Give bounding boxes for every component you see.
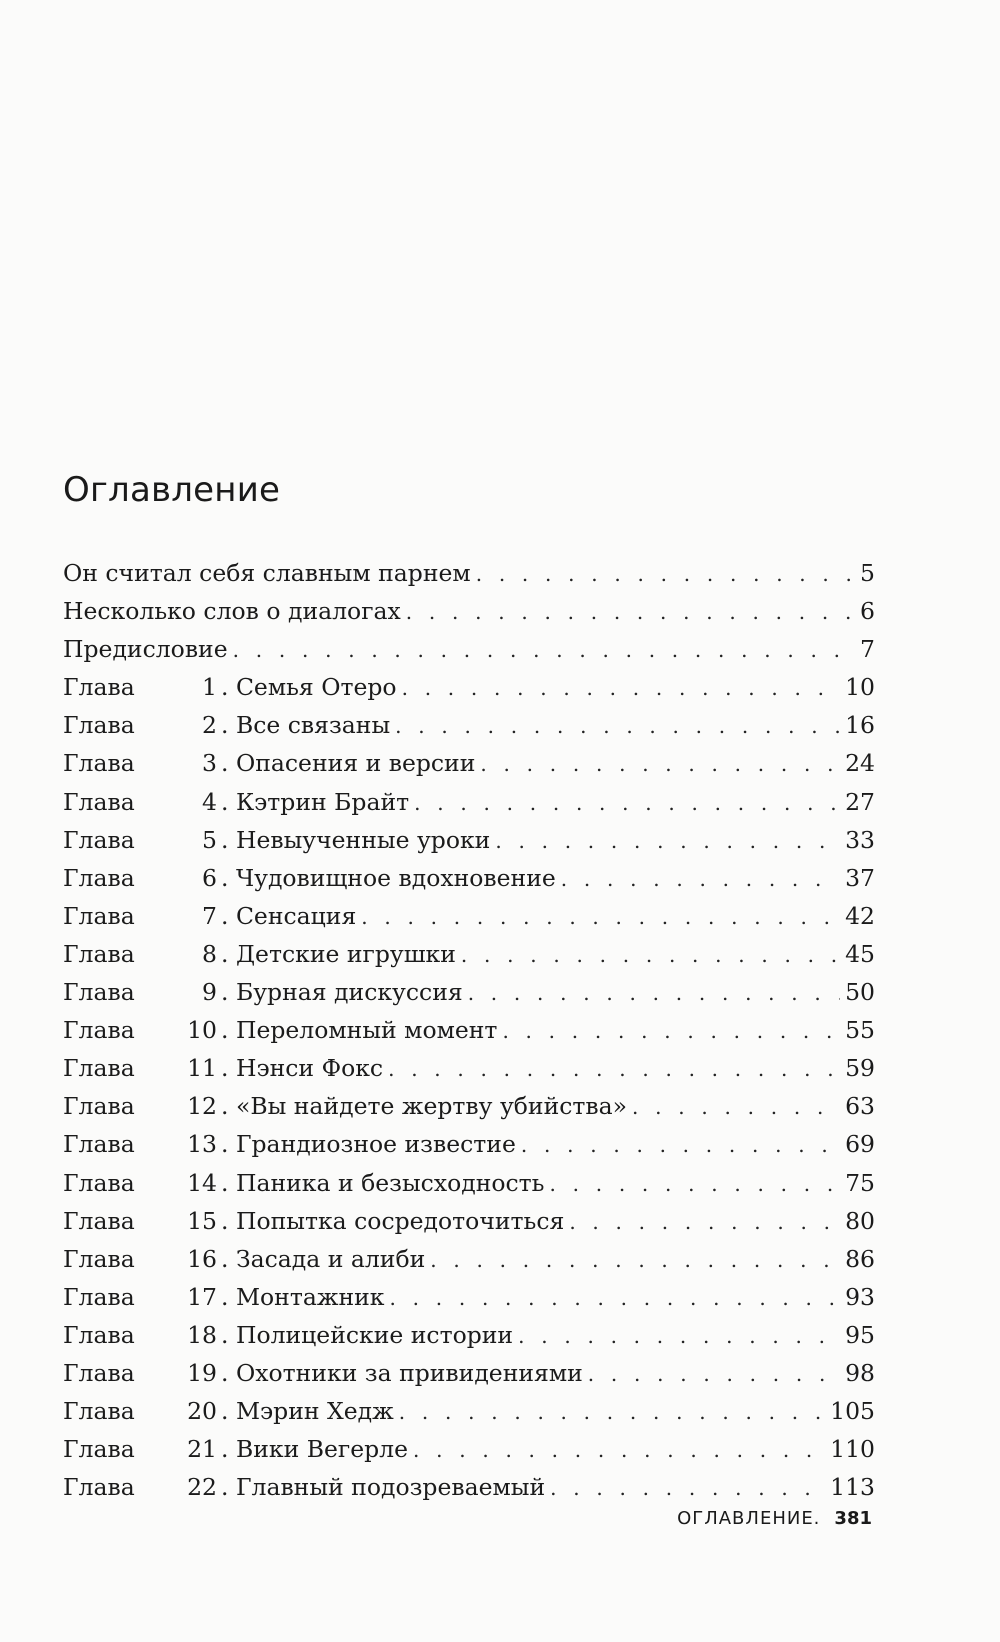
toc-entry-chapter[interactable] [63,668,875,706]
chapter-prefix: Глава [63,1206,135,1235]
chapter-number: 20 [187,1397,217,1426]
chapter-number-dot: . [221,1206,236,1235]
chapter-prefix: Глава [63,749,135,778]
toc-entry-chapter[interactable] [63,973,875,1011]
chapter-number-dot: . [221,1473,236,1502]
toc-entry-chapter[interactable] [63,1240,875,1278]
toc-entry-chapter[interactable] [63,744,875,782]
toc-entry-page: 7 [860,635,875,664]
toc-entry-chapter[interactable] [63,1125,875,1163]
dot-leader [395,707,840,745]
dot-leader [413,1431,825,1469]
chapter-prefix: Глава [63,1092,135,1121]
toc-entry-chapter[interactable] [63,1011,875,1049]
page-title: Оглавление [63,470,281,510]
dot-leader [388,1050,840,1088]
dot-leader [480,745,840,783]
toc-entry-chapter[interactable] [63,1049,875,1087]
toc-entry-page: 98 [845,1358,875,1387]
toc-entry-title: «Вы найдете жертву убийства» [235,1092,628,1121]
chapter-number-dot: . [221,1130,236,1159]
chapter-number-dot: . [221,1244,236,1273]
toc-entry-chapter[interactable] [63,706,875,744]
toc-entry-title: Нэнси Фокс [235,1054,384,1083]
toc-entry-chapter[interactable] [63,1468,875,1506]
toc-entry-chapter[interactable] [63,821,875,859]
toc-entry-page: 113 [830,1473,875,1502]
toc-entry-page: 95 [845,1320,875,1349]
chapter-number: 10 [187,1016,217,1045]
toc-entry-chapter[interactable] [63,859,875,897]
toc-entry-title: Грандиозное известие [235,1130,516,1159]
toc-entry-title: Предисловие [63,635,228,664]
chapter-number-dot: . [221,1282,236,1311]
chapter-number-dot: . [221,901,236,930]
chapter-number-dot: . [221,1092,236,1121]
toc-entry-chapter[interactable] [63,1354,875,1392]
toc-entry-title: Сенсация [235,901,357,930]
chapter-number: 7 [202,901,217,930]
toc-entry-page: 33 [845,825,875,854]
toc-entry-title: Главный подозреваемый [235,1473,546,1502]
chapter-number: 3 [202,749,217,778]
dot-leader [632,1088,840,1126]
toc-entry-page: 105 [830,1397,875,1426]
chapter-number-dot: . [221,1320,236,1349]
toc-entry-page: 6 [860,597,875,626]
dot-leader [430,1241,840,1279]
chapter-number-dot: . [221,863,236,892]
toc-entry-page: 93 [845,1282,875,1311]
toc-entry-page: 37 [845,863,875,892]
toc-entry-chapter[interactable] [63,897,875,935]
chapter-number-dot: . [221,749,236,778]
chapter-number: 12 [187,1092,217,1121]
toc-entry-page: 86 [845,1244,875,1273]
toc-entry-chapter[interactable] [63,1202,875,1240]
toc-entry-page: 24 [845,749,875,778]
dot-leader [414,784,840,822]
chapter-number-dot: . [221,978,236,1007]
chapter-number: 6 [202,863,217,892]
chapter-number: 21 [187,1435,217,1464]
toc-entry-page: 110 [830,1435,875,1464]
chapter-number: 22 [187,1473,217,1502]
chapter-number: 1 [202,673,217,702]
toc-entry-title: Бурная дискуссия [235,978,463,1007]
chapter-prefix: Глава [63,1130,135,1159]
dot-leader [476,555,855,593]
chapter-number: 16 [187,1244,217,1273]
toc-entry-page: 69 [845,1130,875,1159]
toc-entry-page: 55 [845,1016,875,1045]
chapter-number: 19 [187,1358,217,1387]
chapter-number: 13 [187,1130,217,1159]
toc-entry-title: Невыученные уроки [235,825,491,854]
dot-leader [550,1469,825,1507]
dot-leader [588,1355,840,1393]
chapter-prefix: Глава [63,711,135,740]
footer-label: ОГЛАВЛЕНИЕ. [677,1508,821,1529]
toc-entry-title: Полицейские истории [235,1320,514,1349]
chapter-number-dot: . [221,1168,236,1197]
chapter-prefix: Глава [63,825,135,854]
toc-entry-chapter[interactable] [63,1164,875,1202]
chapter-prefix: Глава [63,1282,135,1311]
toc-entry-title: Семья Отеро [235,673,397,702]
toc-entry-title: Опасения и версии [235,749,476,778]
toc-entry-chapter[interactable] [63,935,875,973]
toc-entry-chapter[interactable] [63,1278,875,1316]
toc-entry-chapter[interactable] [63,1392,875,1430]
dot-leader [468,974,840,1012]
toc-entry-page: 27 [845,787,875,816]
toc-entry-intro[interactable] [63,554,875,592]
chapter-number: 9 [202,978,217,1007]
chapter-number: 4 [202,787,217,816]
toc-entry-title: Несколько слов о диалогах [63,597,401,626]
dot-leader [399,1393,825,1431]
dot-leader [402,669,841,707]
chapter-prefix: Глава [63,1397,135,1426]
dot-leader [569,1203,840,1241]
toc-entry-page: 45 [845,939,875,968]
chapter-number-dot: . [221,1054,236,1083]
chapter-number: 14 [187,1168,217,1197]
toc-entry-title: Охотники за привидениями [235,1358,583,1387]
toc-entry-page: 59 [845,1054,875,1083]
chapter-number-dot: . [221,711,236,740]
chapter-prefix: Глава [63,1016,135,1045]
dot-leader [495,822,840,860]
toc-entry-chapter[interactable] [63,1087,875,1125]
chapter-number: 15 [187,1206,217,1235]
dot-leader [518,1317,840,1355]
footer-page-number: 381 [834,1508,872,1529]
chapter-number: 11 [187,1054,217,1083]
chapter-number-dot: . [221,673,236,702]
chapter-number: 2 [202,711,217,740]
toc-entry-title: Мэрин Хедж [235,1397,394,1426]
toc-entry-chapter[interactable] [63,1316,875,1354]
toc-entry-page: 42 [845,901,875,930]
chapter-prefix: Глава [63,1435,135,1464]
dot-leader [521,1126,840,1164]
chapter-prefix: Глава [63,673,135,702]
toc-entry-title: Монтажник [235,1282,385,1311]
toc-entry-title: Все связаны [235,711,391,740]
running-footer [677,1508,872,1529]
toc-entry-page: 16 [845,711,875,740]
toc-entry-title: Переломный момент [235,1016,498,1045]
dot-leader [502,1012,840,1050]
chapter-number-dot: . [221,1016,236,1045]
dot-leader [561,860,840,898]
chapter-number: 5 [202,825,217,854]
toc-entry-title: Вики Вегерле [235,1435,408,1464]
chapter-number: 17 [187,1282,217,1311]
dot-leader [549,1165,840,1203]
toc-entry-title: Попытка сосредоточиться [235,1206,565,1235]
toc-entry-chapter[interactable] [63,1430,875,1468]
toc-entry-page: 80 [845,1206,875,1235]
chapter-number: 18 [187,1320,217,1349]
toc-entry-title: Он считал себя славным парнем [63,559,471,587]
chapter-number-dot: . [221,825,236,854]
chapter-prefix: Глава [63,1358,135,1387]
toc-entry-title: Засада и алиби [235,1244,426,1273]
dot-leader [406,593,855,631]
chapter-prefix: Глава [63,1054,135,1083]
chapter-prefix: Глава [63,901,135,930]
dot-leader [461,936,840,974]
toc-entry-page: 10 [845,673,875,702]
chapter-prefix: Глава [63,1320,135,1349]
toc-entry-title: Чудовищное вдохновение [235,863,556,892]
chapter-prefix: Глава [63,787,135,816]
chapter-number-dot: . [221,939,236,968]
toc-entry-page: 5 [860,559,875,587]
chapter-number: 8 [202,939,217,968]
chapter-prefix: Глава [63,939,135,968]
toc-entry-intro[interactable] [63,592,875,630]
chapter-prefix: Глава [63,863,135,892]
chapter-prefix: Глава [63,1473,135,1502]
toc-entry-page: 50 [845,978,875,1007]
toc-entry-page: 63 [845,1092,875,1121]
toc-entry-intro[interactable] [63,630,875,668]
chapter-number-dot: . [221,1397,236,1426]
dot-leader [233,631,855,669]
table-of-contents [63,554,875,1506]
chapter-prefix: Глава [63,978,135,1007]
toc-entry-title: Детские игрушки [235,939,456,968]
chapter-number-dot: . [221,1358,236,1387]
chapter-prefix: Глава [63,1168,135,1197]
toc-entry-title: Паника и безысходность [235,1168,545,1197]
dot-leader [361,898,840,936]
toc-entry-chapter[interactable] [63,783,875,821]
chapter-number-dot: . [221,787,236,816]
toc-entry-title: Кэтрин Брайт [235,787,410,816]
chapter-number-dot: . [221,1435,236,1464]
toc-entry-page: 75 [845,1168,875,1197]
chapter-prefix: Глава [63,1244,135,1273]
dot-leader [389,1279,840,1317]
